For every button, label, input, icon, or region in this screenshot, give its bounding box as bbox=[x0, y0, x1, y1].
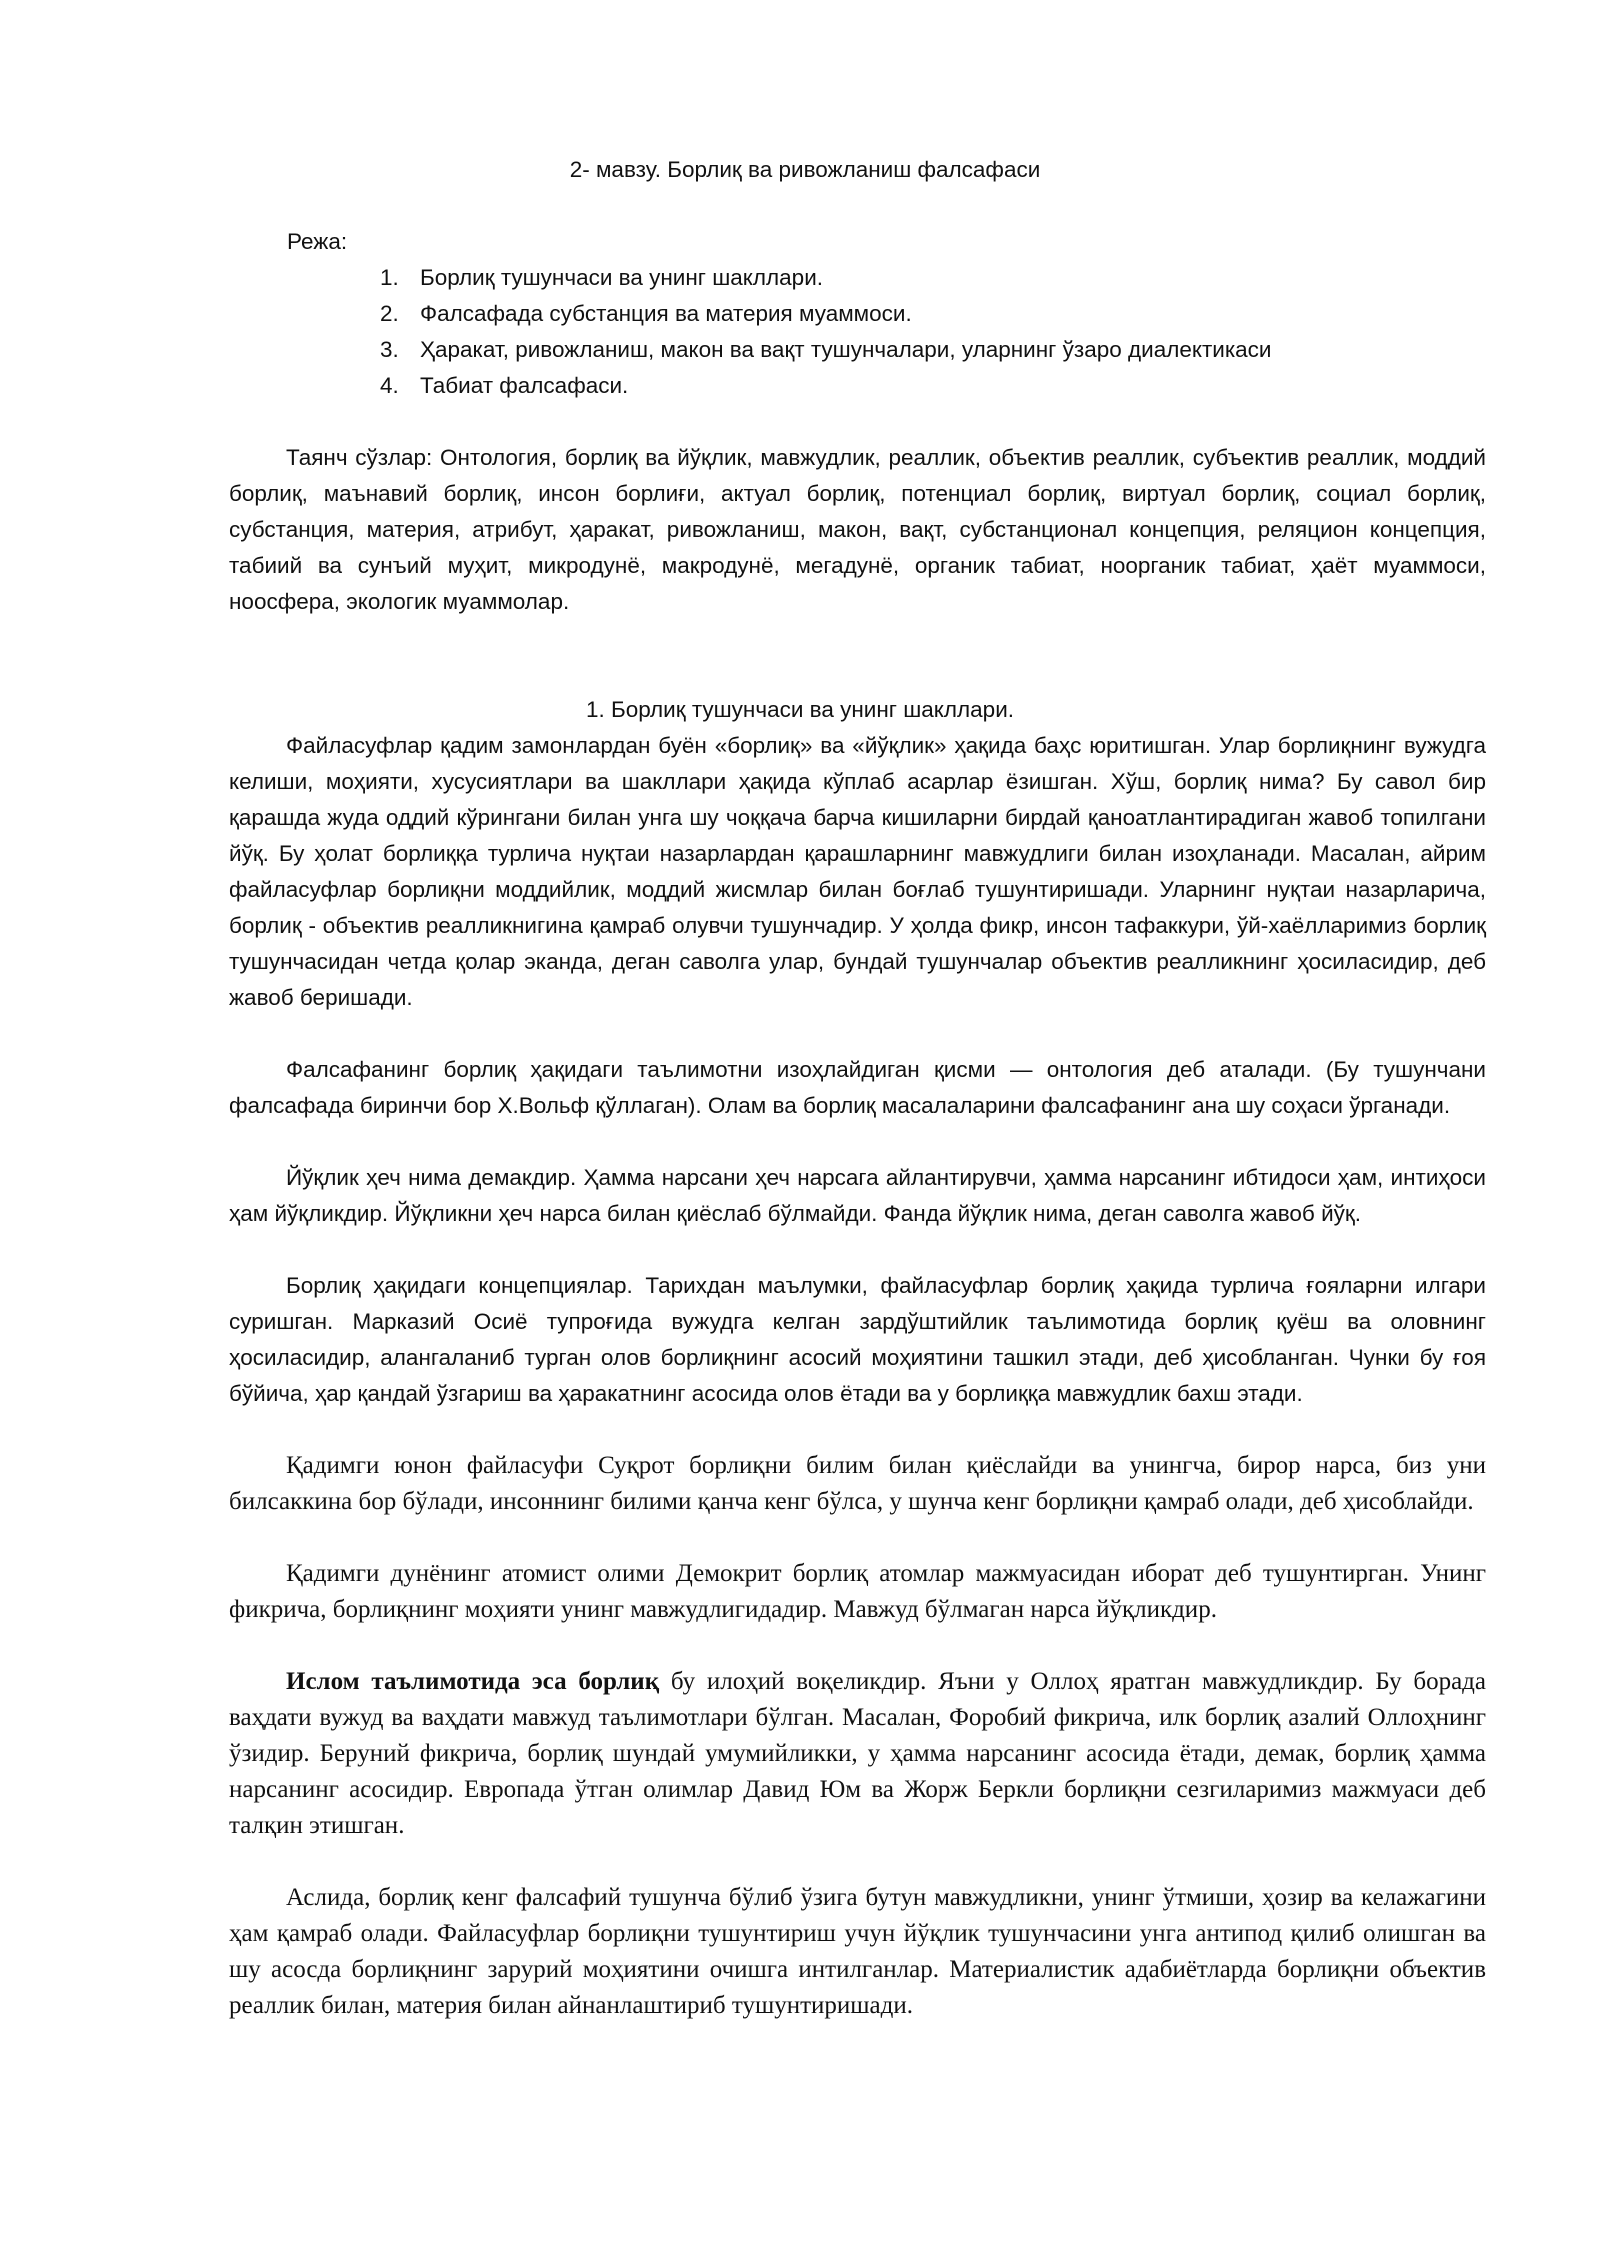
page-title: 2- мавзу. Борлиқ ва ривожланиш фалсафаси bbox=[569, 157, 1041, 182]
body-paragraph-8: Аслида, борлиқ кенг фалсафий тушунча бўлиб ўзига бутун мавжудликни, унинг ўтмиши, ҳозир ва келажагини ҳам қамраб олади. Файласуфлар борлиқни тушунтириш учун йўқлик тушунчасини унга антипод қилиб олишган ва шу асосда борлиқнинг зарурий моҳиятини очишга интилганлар. Материалистик адабиётларда борлиқни объектив реаллик билан, материя билан айнанлаштириб тушунтиришади. bbox=[229, 1884, 1486, 2019]
plan-item bbox=[380, 368, 1271, 404]
plan-item-number: 2. bbox=[380, 301, 399, 326]
plan-item bbox=[380, 260, 1271, 296]
body-paragraph-6: Қадимги дунёнинг атомист олими Демокрит борлиқ атомлар мажмуасидан иборат деб тушунтирган. Унинг фикрича, борлиқнинг моҳияти унинг мавжудлигидадир. Мавжуд бўлмаган нарса йўқликдир. bbox=[229, 1560, 1486, 1623]
plan-label: Режа: bbox=[287, 229, 348, 254]
plan-list bbox=[380, 260, 1271, 404]
plan-item-text: Табиат фалсафаси. bbox=[420, 373, 629, 398]
plan-item-text: Борлиқ тушунчаси ва унинг шакллари. bbox=[420, 265, 824, 290]
emphasis-text: Ислом таълимотида эса борлиқ bbox=[286, 1668, 660, 1695]
plan-item bbox=[380, 296, 1271, 332]
plan-item-number: 3. bbox=[380, 337, 399, 362]
paragraph-text: бу илоҳий воқеликдир. Яъни у Оллоҳ яратган мавжудликдир. Бу борада ваҳдати вужуд ва ваҳдати мавжуд таълимотлари бўлган. Масалан, Форобий фикрича, илк борлиқ азалий Оллоҳнинг ўзидир. Беруний фикрича, борлиқ шундай умумийликки, у ҳамма нарсанинг асосида ётади, демак, борлиқ ҳамма нарсанинг асосидир. Европада ўтган олимлар Давид Юм ва Жорж Беркли борлиқни сезгиларимиз мажмуаси деб талқин этишган. bbox=[229, 1668, 1486, 1839]
body-paragraph-2: Фалсафанинг борлиқ ҳақидаги таълимотни изоҳлайдиган қисми — онтология деб аталади. (Бу тушунчани фалсафада биринчи бор Х.Вольф қўллаган). Олам ва борлиқ масалаларини фалсафанинг ана шу соҳаси ўрганади. bbox=[229, 1057, 1486, 1118]
body-paragraph-1: Файласуфлар қадим замонлардан буён «борлиқ» ва «йўқлик» ҳақида баҳс юритишган. Улар борлиқнинг вужудга келиши, моҳияти, хусусиятлари ва шакллари ҳақида кўплаб асарлар ёзишган. Хўш, борлиқ нима? Бу савол бир қарашда жуда оддий кўрингани билан унга шу чоққача барча кишиларни бирдай қаноатлантирадиган жавоб топилгани йўқ. Бу ҳолат борлиққа турлича нуқтаи назарлардан қарашларнинг мавжудлиги билан изоҳланади. Масалан, айрим файласуфлар борлиқни моддийлик, моддий жисмлар билан боғлаб тушунтиришади. Уларнинг нуқтаи назарларича, борлиқ - объектив реалликнигина қамраб олувчи тушунчадир. У ҳолда фикр, инсон тафаккури, ўй-хаёлларимиз борлиқ тушунчасидан четда қолар эканда, деган саволга улар, бундай тушунчалар объектив реалликнинг ҳосиласидир, деб жавоб беришади. bbox=[229, 733, 1486, 1010]
plan-item-text: Ҳаракат, ривожланиш, макон ва вақт тушунчалари, уларнинг ўзаро диалектикаси bbox=[420, 337, 1272, 362]
section-heading: 1. Борлиқ тушунчаси ва унинг шакллари. bbox=[585, 697, 1015, 722]
body-paragraph-3: Йўқлик ҳеч нима демакдир. Ҳамма нарсани ҳеч нарсага айлантирувчи, ҳамма нарсанинг ибтидоси ҳам, интиҳоси ҳам йўқликдир. Йўқликни ҳеч нарса билан қиёслаб бўлмайди. Фанда йўқлик нима, деган саволга жавоб йўқ. bbox=[229, 1165, 1486, 1226]
body-paragraph-5: Қадимги юнон файласуфи Суқрот борлиқни билим билан қиёслайди ва унингча, бирор нарса, биз уни билсаккина бор бўлади, инсоннинг билими қанча кенг бўлса, у шунча кенг борлиқни қамраб олади, деб ҳисоблайди. bbox=[229, 1452, 1486, 1515]
plan-item-number: 4. bbox=[380, 373, 399, 398]
plan-item bbox=[380, 332, 1271, 368]
plan-item-number: 1. bbox=[380, 265, 399, 290]
plan-item-text: Фалсафада субстанция ва материя муаммоси. bbox=[420, 301, 912, 326]
keywords-paragraph: Таянч сўзлар: Онтология, борлиқ ва йўқлик, мавжудлик, реаллик, объектив реаллик, субъектив реаллик, моддий борлиқ, маънавий борлиқ, инсон борлиғи, актуал борлиқ, потенциал борлиқ, виртуал борлиқ, социал борлиқ, субстанция, материя, атрибут, ҳаракат, ривожланиш, макон, вақт, субстанционал концепция, реляцион концепция, табиий ва сунъий муҳит, микродунё, макродунё, мегадунё, органик табиат, ноорганик табиат, ҳаёт муаммоси, ноосфера, экологик муаммолар. bbox=[229, 445, 1486, 614]
body-paragraph-7 bbox=[229, 1664, 1486, 1844]
body-paragraph-4: Борлиқ ҳақидаги концепциялар. Тарихдан маълумки, файласуфлар борлиқ ҳақида турлича ғояларни илгари суришган. Марказий Осиё тупроғида вужудга келган зардўштийлик таълимотида борлиқ қуёш ва оловнинг ҳосиласидир, алангаланиб турган олов борлиқнинг асосий моҳиятини ташкил этади, деб ҳисобланган. Чунки бу ғоя бўйича, ҳар қандай ўзгариш ва ҳаракатнинг асосида олов ётади ва у борлиққа мавжудлик бахш этади. bbox=[229, 1273, 1486, 1406]
